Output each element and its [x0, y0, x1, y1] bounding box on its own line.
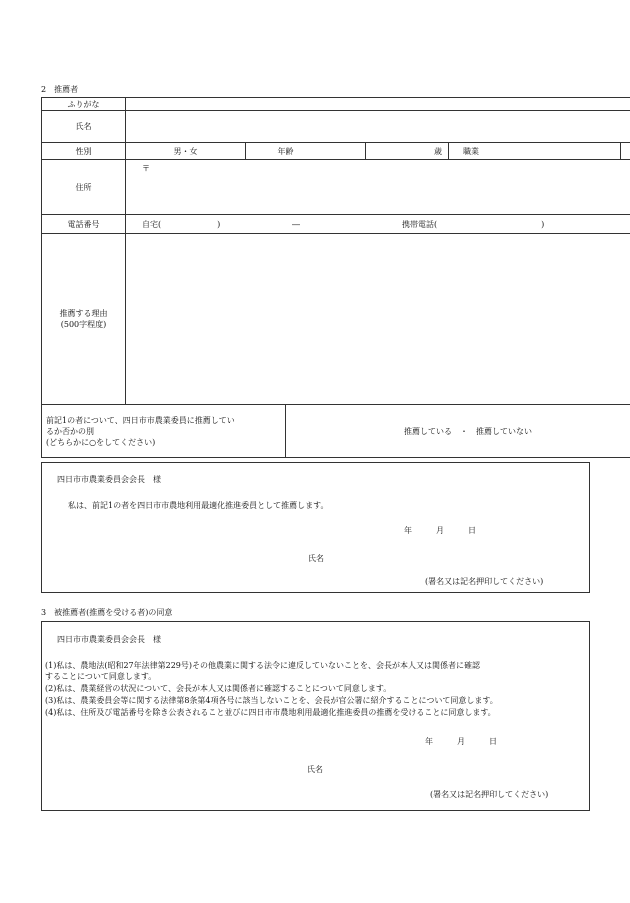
recommend-options[interactable]: 推薦している ・ 推薦していない: [286, 405, 630, 458]
recommender-declaration-box: [41, 462, 590, 593]
section3-sign-note: (署名又は記名押印してください): [430, 790, 549, 799]
section2-sign-note: (署名又は記名押印してください): [425, 577, 544, 586]
recommender-table: [41, 97, 630, 458]
address-label: 住所: [42, 160, 126, 215]
age-label: 年齢: [246, 143, 366, 160]
reason-label: [42, 234, 126, 405]
phone-label: 電話番号: [42, 215, 126, 234]
section3-heading: 3 被推薦者(推薦を受ける者)の同意: [41, 608, 173, 617]
sex-label: 性別: [42, 143, 126, 160]
section3-date-line[interactable]: 年 月 日: [425, 737, 497, 746]
occupation-label: 職業: [449, 143, 621, 160]
consent-box: [41, 621, 590, 811]
occupation-field[interactable]: [621, 143, 630, 160]
furigana-field[interactable]: [126, 98, 630, 111]
phone-dash: ―: [292, 220, 300, 229]
phone-field[interactable]: [126, 215, 630, 234]
consent-item3: (3)私は、農業委員会等に関する法律第8条第4項各号に該当しないことを、会長が官公署に紹介することについて同意します。: [45, 696, 498, 705]
section2-addressee: 四日市市農業委員会会長 様: [57, 475, 161, 484]
reason-label-line2: (500字程度): [60, 320, 107, 329]
section2-sign-name[interactable]: 氏名: [308, 554, 324, 563]
section2-statement: 私は、前記1の者を四日市市農地利用最適化推進委員として推薦します。: [68, 501, 329, 510]
sex-options[interactable]: 男・女: [126, 143, 246, 160]
mobile-phone: 携帯電話( ): [402, 220, 545, 229]
address-field[interactable]: [126, 160, 630, 215]
consent-item2: (2)私は、農業経営の状況について、会長が本人又は関係者に確認することについて同意します。: [45, 684, 392, 693]
name-field[interactable]: [126, 111, 630, 143]
section2-date-line[interactable]: 年 月 日: [404, 526, 476, 535]
recommend-question-line1: 前記1の者について、四日市市農業委員に推薦してい: [46, 415, 235, 425]
furigana-label: ふりがな: [42, 98, 126, 111]
postal-mark: 〒: [142, 164, 150, 173]
name-label: 氏名: [42, 111, 126, 143]
consent-item1-line2: することについて同意します。: [45, 672, 157, 681]
recommend-question-line2: るか否かの別: [46, 426, 94, 436]
age-unit[interactable]: 歳: [366, 143, 449, 160]
reason-label-line1: 推薦する理由: [59, 309, 108, 318]
reason-field[interactable]: [126, 234, 630, 405]
recommend-question-line3: (どちらかに○をしてください): [46, 437, 156, 447]
consent-item1-line1: (1)私は、農地法(昭和27年法律第229号)その他農業に関する法令に違反していないことを、会長が本人又は関係者に確認: [45, 661, 481, 670]
section2-heading: 2 推薦者: [41, 85, 79, 94]
consent-item4: (4)私は、住所及び電話番号を除き公表されること並びに四日市市農地利用最適化推進委員の推薦を受けることに同意します。: [45, 708, 496, 717]
home-phone: 自宅( ): [142, 220, 221, 229]
section3-sign-name[interactable]: 氏名: [307, 765, 323, 774]
section3-addressee: 四日市市農業委員会会長 様: [57, 635, 161, 644]
recommend-question: [42, 405, 286, 458]
